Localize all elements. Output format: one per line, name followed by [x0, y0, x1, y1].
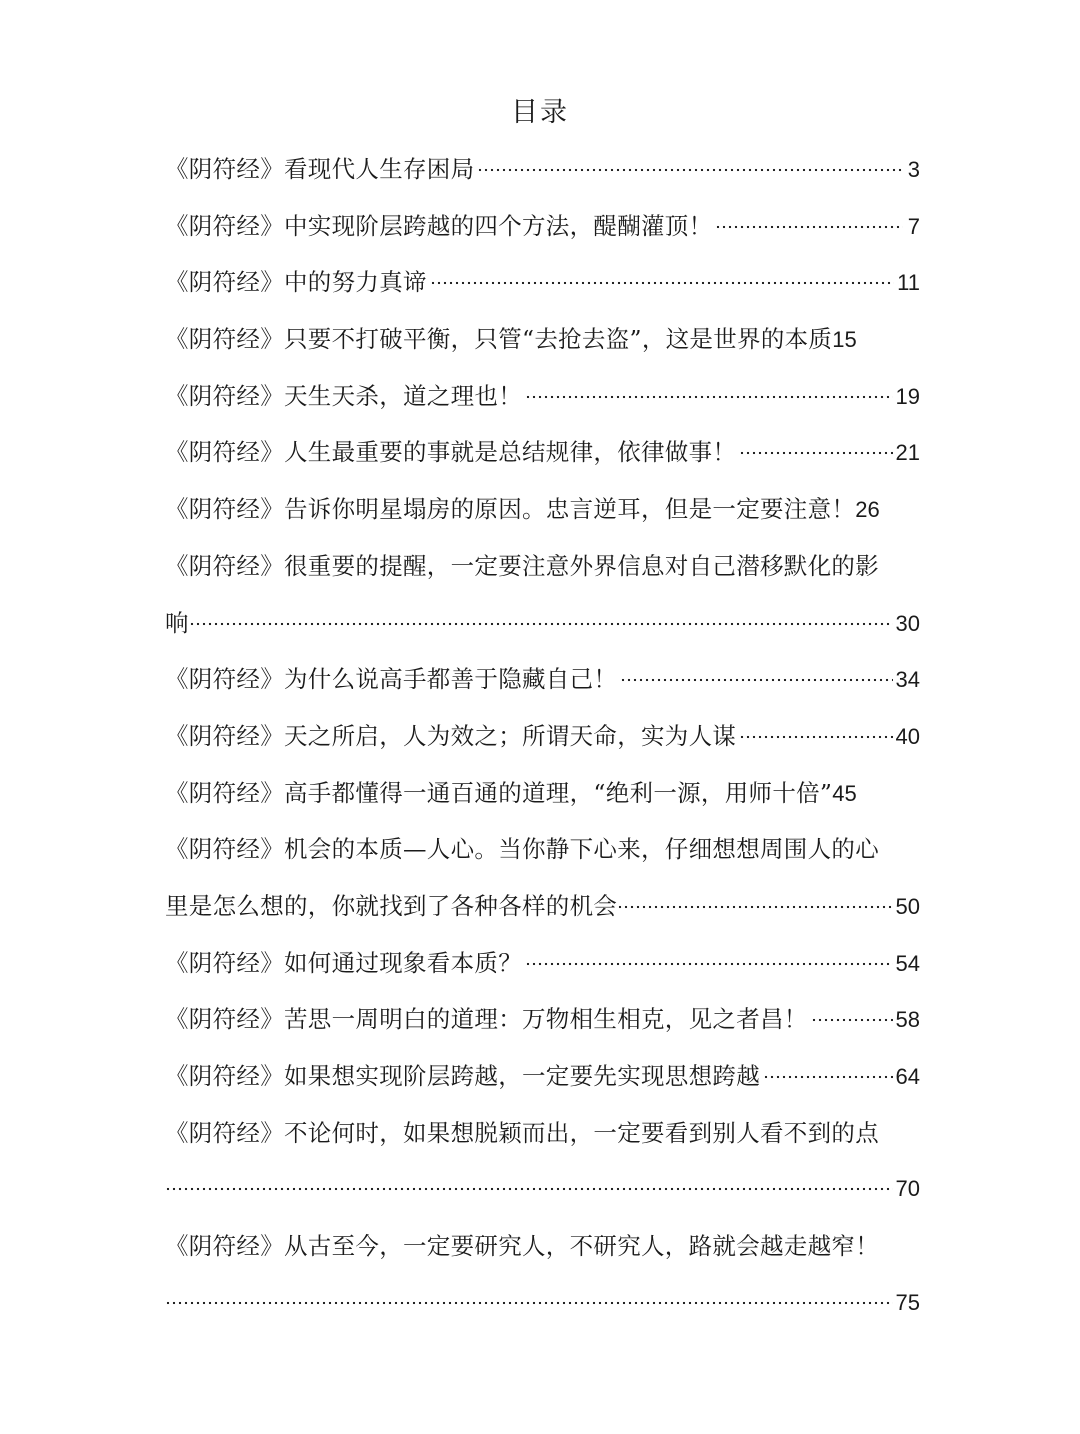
toc-entry-page-number: 3 — [907, 157, 920, 182]
dot-leader — [739, 451, 892, 455]
toc-entry-line — [165, 368, 920, 425]
toc-entry-title: 《阴符经》天生天杀，道之理也！ — [165, 381, 522, 410]
toc-entry-title: 《阴符经》不论何时，如果想脱颖而出，一定要看到别人看不到的点 — [165, 1118, 879, 1147]
toc-entry-line — [165, 595, 920, 652]
toc-entry-title: 《阴符经》看现代人生存困局 — [165, 155, 475, 183]
toc-entry-page-number: 26 — [855, 497, 880, 523]
toc-entry[interactable] — [165, 141, 920, 198]
toc-entry-page-number: 75 — [895, 1289, 920, 1315]
toc-entry-line — [165, 1161, 920, 1218]
toc-entry[interactable] — [165, 708, 920, 765]
toc-entry-page-number: 50 — [895, 893, 920, 919]
page-title: 目录 — [511, 97, 569, 128]
toc-entry[interactable] — [165, 254, 920, 311]
toc-entry-title: 《阴符经》高手都懂得一通百通的道理，“绝利一源，用师十倍” — [165, 778, 833, 807]
dot-leader — [811, 1018, 893, 1022]
dot-leader — [763, 1075, 893, 1079]
toc-entry[interactable] — [165, 1105, 920, 1218]
toc-entry-title: 《阴符经》很重要的提醒，一定要注意外界信息对自己潜移默化的影 — [165, 551, 879, 580]
dot-leader — [430, 281, 894, 285]
dot-leader — [189, 622, 893, 626]
toc-entry-line — [165, 424, 920, 481]
toc-entry[interactable] — [165, 538, 920, 651]
table-of-contents — [165, 141, 920, 1331]
dot-leader — [739, 735, 892, 739]
dot-leader — [620, 678, 892, 682]
toc-entry-page-number: 54 — [895, 950, 920, 976]
toc-entry-title: 《阴符经》为什么说高手都善于隐藏自己！ — [165, 665, 618, 694]
toc-entry-title-continuation: 响 — [165, 608, 189, 637]
toc-entry-line — [165, 935, 920, 992]
toc-entry-page-number: 19 — [895, 383, 920, 409]
toc-entry-line — [165, 651, 920, 708]
toc-entry[interactable] — [165, 765, 920, 822]
toc-entry-line — [165, 1048, 920, 1105]
toc-entry-title: 《阴符经》天之所启，人为效之；所谓天命，实为人谋 — [165, 721, 737, 750]
toc-entry-line — [165, 708, 920, 765]
toc-entry-page-number: 64 — [895, 1064, 920, 1089]
toc-entry-line — [165, 141, 920, 198]
toc-entry-line — [165, 991, 920, 1048]
toc-entry[interactable] — [165, 1048, 920, 1105]
toc-entry-page-number: 40 — [895, 723, 920, 749]
dot-leader — [165, 1187, 893, 1191]
toc-entry-title: 《阴符经》人生最重要的事就是总结规律，依律做事！ — [165, 438, 737, 467]
toc-entry-line — [165, 198, 920, 255]
toc-entry-line — [165, 311, 920, 368]
dot-leader — [477, 168, 903, 172]
toc-entry-page-number: 30 — [895, 610, 920, 636]
toc-entry-page-number: 7 — [907, 213, 920, 239]
toc-entry-title: 《阴符经》只要不打破平衡，只管“去抢去盗”，这是世界的本质 — [165, 325, 833, 354]
toc-entry-line — [165, 878, 920, 935]
dot-leader — [525, 395, 893, 399]
toc-entry-title: 《阴符经》如果想实现阶层跨越，一定要先实现思想跨越 — [165, 1062, 760, 1090]
toc-entry[interactable] — [165, 311, 920, 368]
toc-entry-title: 《阴符经》中的努力真谛 — [165, 268, 427, 297]
toc-entry[interactable] — [165, 935, 920, 992]
toc-entry-title: 《阴符经》苦思一周明白的道理：万物相生相克，见之者昌！ — [165, 1005, 808, 1034]
toc-entry-page-number: 58 — [895, 1007, 920, 1033]
toc-entry[interactable] — [165, 1218, 920, 1331]
toc-entry-title: 《阴符经》告诉你明星塌房的原因。忠言逆耳，但是一定要注意！ — [165, 495, 856, 524]
toc-entry-page-number: 21 — [895, 440, 920, 466]
toc-entry-line — [165, 1275, 920, 1332]
dot-leader — [165, 1301, 893, 1305]
toc-entry-title: 《阴符经》从古至今，一定要研究人，不研究人，路就会越走越窄！ — [165, 1232, 879, 1261]
toc-entry-page-number: 34 — [895, 667, 920, 693]
toc-entry-page-number: 45 — [832, 780, 857, 806]
dot-leader — [715, 225, 903, 229]
toc-entry-title: 《阴符经》如何通过现象看本质？ — [165, 948, 522, 977]
toc-entry[interactable] — [165, 368, 920, 425]
toc-entry[interactable] — [165, 821, 920, 934]
dot-leader — [617, 905, 892, 909]
toc-entry[interactable] — [165, 481, 920, 538]
toc-entry-title-continuation: 里是怎么想的，你就找到了各种各样的机会 — [165, 891, 618, 920]
toc-entry-page-number: 11 — [897, 270, 920, 296]
toc-entry[interactable] — [165, 424, 920, 481]
toc-entry[interactable] — [165, 991, 920, 1048]
dot-leader — [525, 962, 893, 966]
toc-entry-page-number: 70 — [895, 1176, 920, 1202]
toc-entry-line — [165, 765, 920, 822]
toc-entry-line — [165, 254, 920, 311]
toc-entry-title: 《阴符经》机会的本质—人心。当你静下心来，仔细想想周围人的心 — [165, 835, 879, 864]
toc-entry[interactable] — [165, 198, 920, 255]
toc-entry[interactable] — [165, 651, 920, 708]
toc-entry-title: 《阴符经》中实现阶层跨越的四个方法，醍醐灌顶！ — [165, 211, 713, 240]
toc-entry-page-number: 15 — [832, 327, 857, 353]
toc-entry-line — [165, 481, 920, 538]
